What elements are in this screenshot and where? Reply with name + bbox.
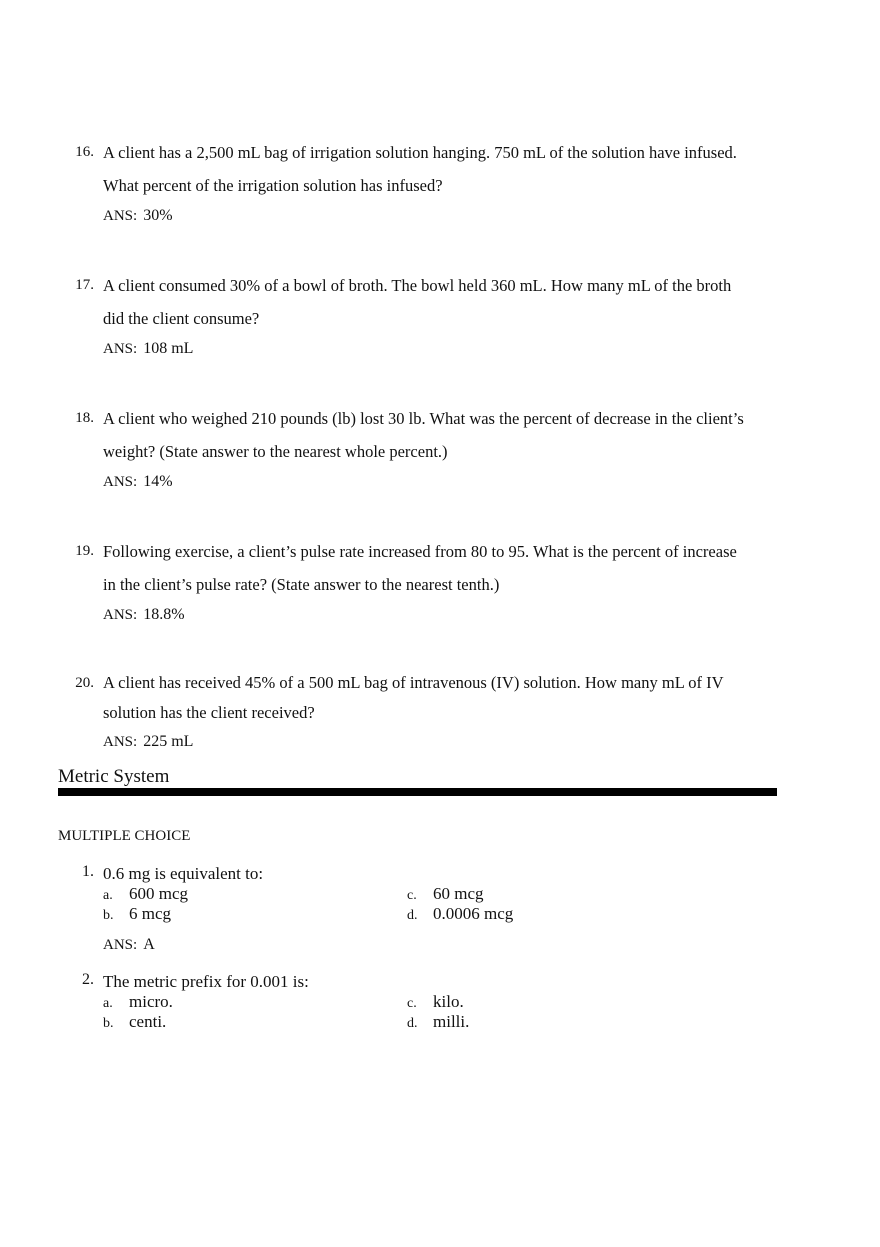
option-text: 0.0006 mcg bbox=[433, 904, 514, 923]
problem-16 bbox=[68, 136, 798, 202]
question-stem: 0.6 mg is equivalent to: bbox=[103, 864, 264, 883]
problem-number: 17. bbox=[75, 277, 94, 293]
option-letter: d. bbox=[407, 1016, 418, 1031]
answer-label: ANS: bbox=[103, 937, 138, 953]
problem-line: Following exercise, a client’s pulse rate increased from 80 to 95. What is the percent of increase bbox=[103, 542, 737, 561]
problem-number: 16. bbox=[75, 144, 94, 160]
answer-value: A bbox=[143, 936, 155, 953]
option-text: milli. bbox=[433, 1012, 470, 1031]
option-letter: c. bbox=[407, 888, 417, 903]
option-text: centi. bbox=[129, 1012, 167, 1031]
answer-value: 30% bbox=[143, 207, 173, 224]
problem-line: A client has a 2,500 mL bag of irrigation solution hanging. 750 mL of the solution have infused. bbox=[103, 143, 737, 162]
option-text: 60 mcg bbox=[433, 884, 484, 903]
answer bbox=[103, 936, 155, 954]
answer-value: 108 mL bbox=[143, 340, 194, 357]
answer-label: ANS: bbox=[103, 734, 138, 750]
option-c bbox=[407, 992, 464, 1014]
problem-line: in the client’s pulse rate? (State answer to the nearest tenth.) bbox=[103, 575, 500, 594]
answer-value: 225 mL bbox=[143, 733, 194, 750]
option-letter: a. bbox=[103, 888, 113, 903]
option-text: 600 mcg bbox=[129, 884, 189, 903]
problem-18 bbox=[68, 402, 798, 468]
answer-label: ANS: bbox=[103, 607, 138, 623]
problem-line: A client has received 45% of a 500 mL bag of intravenous (IV) solution. How many mL of IV bbox=[103, 673, 724, 692]
problem-line: weight? (State answer to the nearest whole percent.) bbox=[103, 442, 448, 461]
answer bbox=[103, 733, 193, 751]
section-divider bbox=[58, 788, 777, 796]
option-b bbox=[103, 1012, 166, 1034]
option-d bbox=[407, 1012, 469, 1034]
option-a bbox=[103, 992, 173, 1014]
option-b bbox=[103, 904, 171, 926]
option-text: micro. bbox=[129, 992, 173, 1011]
option-letter: d. bbox=[407, 908, 418, 923]
question-number: 2. bbox=[82, 971, 94, 988]
answer-value: 18.8% bbox=[143, 606, 185, 623]
option-a bbox=[103, 884, 188, 906]
question-number: 1. bbox=[82, 863, 94, 880]
answer bbox=[103, 340, 193, 358]
answer bbox=[103, 207, 173, 225]
answer-label: ANS: bbox=[103, 474, 138, 490]
option-text: kilo. bbox=[433, 992, 464, 1011]
problem-19 bbox=[68, 535, 798, 601]
problem-line: A client consumed 30% of a bowl of broth. The bowl held 360 mL. How many mL of the broth bbox=[103, 276, 732, 295]
option-letter: b. bbox=[103, 908, 114, 923]
answer bbox=[103, 606, 185, 624]
problem-17 bbox=[68, 269, 798, 335]
answer-label: ANS: bbox=[103, 341, 138, 357]
problem-line: solution has the client received? bbox=[103, 703, 315, 722]
option-d bbox=[407, 904, 513, 926]
option-letter: a. bbox=[103, 996, 113, 1011]
section-title: Metric System bbox=[58, 766, 170, 787]
problem-20 bbox=[68, 668, 798, 728]
problem-line: What percent of the irrigation solution has infused? bbox=[103, 176, 443, 195]
answer-label: ANS: bbox=[103, 208, 138, 224]
option-c bbox=[407, 884, 484, 906]
option-text: 6 mcg bbox=[129, 904, 172, 923]
problem-number: 18. bbox=[75, 410, 94, 426]
option-letter: c. bbox=[407, 996, 417, 1011]
problem-line: A client who weighed 210 pounds (lb) lost 30 lb. What was the percent of decrease in the client’s bbox=[103, 409, 744, 428]
answer bbox=[103, 473, 173, 491]
multiple-choice-heading: MULTIPLE CHOICE bbox=[58, 828, 191, 844]
option-letter: b. bbox=[103, 1016, 114, 1031]
mc-question-2 bbox=[68, 971, 768, 993]
answer-value: 14% bbox=[143, 473, 173, 490]
problem-line: did the client consume? bbox=[103, 309, 260, 328]
problem-number: 20. bbox=[75, 675, 94, 691]
question-stem: The metric prefix for 0.001 is: bbox=[103, 972, 309, 991]
mc-question-1 bbox=[68, 863, 768, 885]
problem-number: 19. bbox=[75, 543, 94, 559]
